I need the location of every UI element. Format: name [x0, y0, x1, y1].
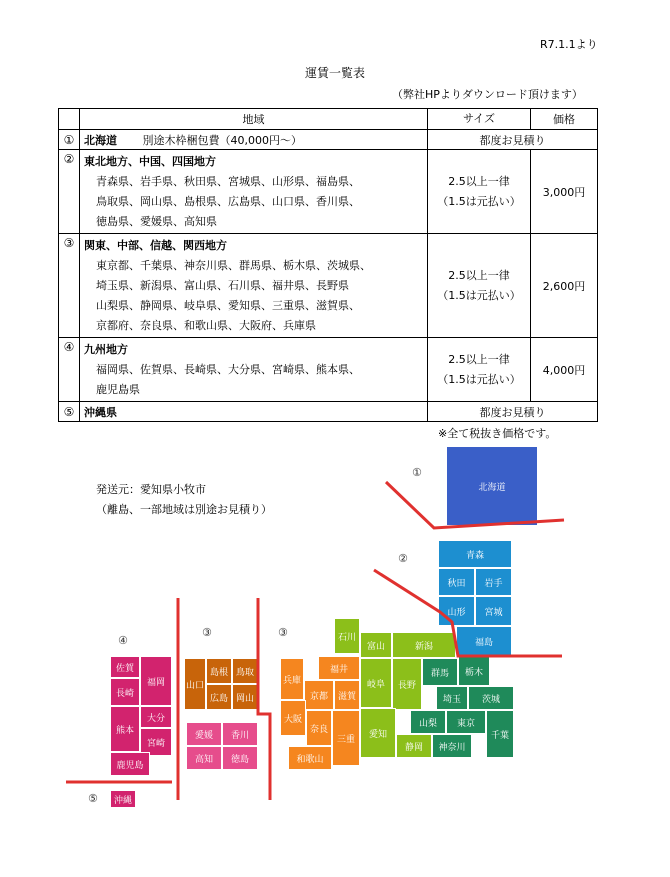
size-rule: 2.5以上一律	[448, 174, 510, 188]
pref-oita: 大分	[140, 706, 172, 728]
zone-label: ④	[118, 634, 128, 647]
pref-tokyo: 東京	[446, 710, 486, 734]
pref-fukushima: 福島	[456, 626, 512, 656]
region-title: 関東、中部、信越、関西地方	[84, 238, 227, 252]
pref-line: 鳥取県、岡山県、島根県、広島県、山口県、香川県、	[96, 194, 360, 208]
pref-gifu: 岐阜	[360, 658, 392, 708]
region-title: 九州地方	[84, 342, 128, 356]
price-cell: 3,000円	[531, 150, 598, 234]
size-rule: 2.5以上一律	[448, 352, 510, 366]
origin-note: （離島、一部地域は別途お見積り）	[96, 503, 272, 516]
region-title: 東北地方、中国、四国地方	[84, 154, 216, 168]
pref-chiba: 千葉	[486, 710, 514, 758]
zone-label: ②	[398, 552, 408, 565]
header-price: 価格	[531, 109, 598, 130]
pref-okayama: 岡山	[232, 684, 258, 710]
tax-note: ※全て税抜き価格です。	[438, 427, 557, 440]
pref-aomori: 青森	[438, 540, 512, 568]
pref-shizuoka: 静岡	[396, 734, 432, 758]
pref-toyama: 富山	[360, 632, 392, 658]
boundary-hokkaido	[386, 482, 564, 528]
pref-line: 青森県、岩手県、秋田県、宮城県、山形県、福島県、	[96, 174, 360, 188]
size-note: （1.5は元払い）	[437, 194, 521, 208]
pref-shimane: 島根	[206, 658, 232, 684]
boundary-kansai	[258, 598, 270, 800]
pref-miyagi: 宮城	[475, 596, 512, 626]
pref-mie: 三重	[332, 710, 360, 766]
pref-line: 東京都、千葉県、神奈川県、群馬県、栃木県、茨城県、	[96, 258, 371, 272]
row-num: ④	[59, 338, 80, 402]
origin-label: 発送元：愛知県小牧市	[96, 483, 206, 496]
zone-label: ①	[412, 466, 422, 479]
pref-hyogo: 兵庫	[280, 658, 304, 700]
pref-fukuoka: 福岡	[140, 656, 172, 706]
row-num: ①	[59, 130, 80, 150]
effective-date: R7.1.1より	[540, 38, 598, 51]
pref-yamanashi: 山梨	[410, 710, 446, 734]
pref-ehime: 愛媛	[186, 722, 222, 746]
size-note: （1.5は元払い）	[437, 372, 521, 386]
pref-nagasaki: 長崎	[110, 678, 140, 706]
pref-line: 福岡県、佐賀県、長崎県、大分県、宮崎県、熊本県、	[96, 362, 360, 376]
pref-kagawa: 香川	[222, 722, 258, 746]
region-title: 北海道	[84, 133, 117, 147]
pref-wakayama: 和歌山	[288, 746, 332, 770]
pref-ishikawa: 石川	[334, 618, 360, 654]
pref-tokushima: 徳島	[222, 746, 258, 770]
pref-ibaraki: 茨城	[468, 686, 514, 710]
pref-yamaguchi: 山口	[184, 658, 206, 710]
row-num: ②	[59, 150, 80, 234]
pref-line: 徳島県、愛媛県、高知県	[96, 214, 217, 228]
pref-line: 埼玉県、新潟県、富山県、石川県、福井県、長野県	[96, 278, 349, 292]
pref-fukui: 福井	[318, 656, 360, 680]
zone-label: ⑤	[88, 792, 98, 805]
price-cell: 2,600円	[531, 234, 598, 338]
pref-iwate: 岩手	[475, 568, 512, 596]
pref-kyoto: 京都	[304, 680, 334, 710]
pref-tochigi: 栃木	[458, 656, 490, 686]
pref-yamagata: 山形	[438, 596, 475, 626]
pref-hokkaido: 北海道	[446, 446, 538, 526]
quote-cell: 都度お見積り	[428, 130, 598, 150]
size-rule: 2.5以上一律	[448, 268, 510, 282]
zone-label: ③	[202, 626, 212, 639]
pref-kanagawa: 神奈川	[432, 734, 472, 758]
page-subtitle: （弊社HPよりダウンロード頂けます）	[392, 88, 583, 101]
pref-line: 山梨県、静岡県、岐阜県、愛知県、三重県、滋賀県、	[96, 298, 360, 312]
quote-cell: 都度お見積り	[428, 402, 598, 422]
zone-label: ③	[278, 626, 288, 639]
page-title: 運賃一覧表	[304, 66, 365, 80]
pref-saga: 佐賀	[110, 656, 140, 678]
pref-niigata: 新潟	[392, 632, 456, 658]
pref-aichi: 愛知	[360, 708, 396, 758]
pref-gunma: 群馬	[422, 658, 458, 686]
price-cell: 4,000円	[531, 338, 598, 402]
pref-nagano: 長野	[392, 658, 422, 710]
header-size: サイズ	[428, 109, 531, 130]
pref-kagoshima: 鹿児島	[110, 752, 150, 776]
pref-nara: 奈良	[306, 710, 332, 746]
pref-line: 京都府、奈良県、和歌山県、大阪府、兵庫県	[96, 318, 316, 332]
row-num: ③	[59, 234, 80, 338]
pref-tottori: 鳥取	[232, 658, 258, 684]
region-note: 別途木枠梱包費（40,000円～）	[142, 133, 302, 147]
pref-okinawa: 沖縄	[110, 790, 136, 808]
pref-kochi: 高知	[186, 746, 222, 770]
pref-osaka: 大阪	[280, 700, 306, 736]
pref-miyazaki: 宮崎	[140, 728, 172, 756]
pref-saitama: 埼玉	[436, 686, 468, 710]
region-title: 沖縄県	[84, 405, 117, 419]
pref-hiroshima: 広島	[206, 684, 232, 710]
row-num: ⑤	[59, 402, 80, 422]
pref-kumamoto: 熊本	[110, 706, 140, 752]
pref-line: 鹿児島県	[96, 382, 140, 396]
header-region: 地域	[80, 109, 428, 130]
pref-akita: 秋田	[438, 568, 475, 596]
pref-shiga: 滋賀	[334, 680, 360, 710]
size-note: （1.5は元払い）	[437, 288, 521, 302]
boundary-tohoku	[374, 570, 562, 656]
